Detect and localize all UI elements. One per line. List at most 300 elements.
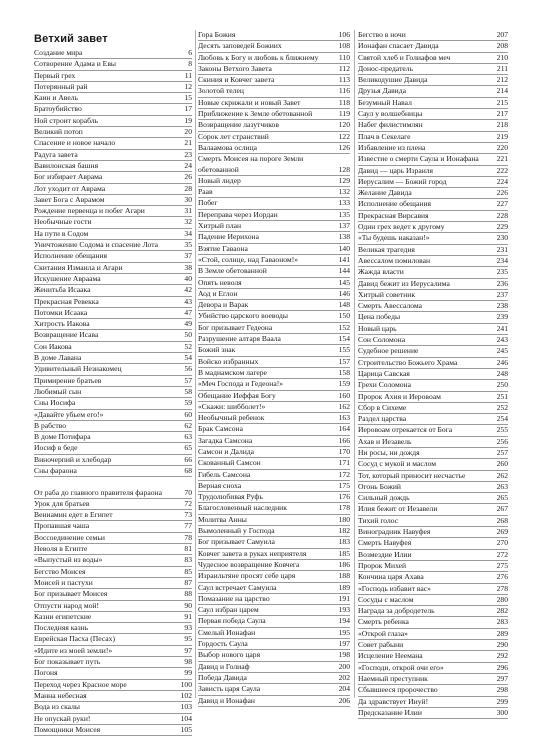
toc-entry-title: Вавилонская башня <box>34 160 99 170</box>
toc-entry <box>34 104 192 115</box>
toc-entry-page: 34 <box>184 228 192 238</box>
toc-entry-title: Донос-предатель <box>358 63 414 73</box>
toc-entry-page: 210 <box>496 52 508 62</box>
toc-entry-page: 188 <box>338 571 350 581</box>
toc-entry <box>34 680 192 691</box>
toc-entry-page: 197 <box>338 639 350 649</box>
toc-entry-title: Убийство царского воеводы <box>198 311 289 321</box>
toc-entry <box>198 503 350 514</box>
toc-entry <box>34 555 192 566</box>
toc-entry-title: Израильтяне просят себе царя <box>198 571 296 581</box>
toc-entry-page: 180 <box>338 514 350 524</box>
toc-entry <box>198 537 350 548</box>
toc-entry-title: Хитрость Иакова <box>34 319 90 329</box>
toc-entry-title: Набег филистимлян <box>358 120 423 130</box>
toc-entry-page: 8 <box>188 59 192 69</box>
toc-entry-page: 154 <box>338 334 350 344</box>
toc-entry-title: «Давайте убьем его!» <box>34 409 104 419</box>
toc-entry-title: Иосиф в беде <box>34 443 78 453</box>
toc-entry-title: «Господи, открой очи его» <box>358 662 444 672</box>
toc-entry-title: Валаамова ослица <box>198 142 258 152</box>
toc-entry <box>358 708 508 719</box>
toc-entry <box>34 330 192 341</box>
toc-entry-page: 97 <box>184 645 192 655</box>
toc-entry <box>34 93 192 104</box>
toc-entry-page: 278 <box>496 583 508 593</box>
toc-entry-page: 87 <box>184 577 192 587</box>
toc-entry-page: 119 <box>338 109 350 119</box>
toc-entry <box>358 403 508 414</box>
toc-entry-title: Брак Самсона <box>198 424 243 434</box>
toc-entry-title: Да здравствует Ииуй! <box>358 696 429 706</box>
toc-entry-page: 148 <box>338 300 350 310</box>
toc-entry <box>358 154 508 165</box>
toc-entry-page: 235 <box>496 267 508 277</box>
toc-entry <box>34 319 192 330</box>
toc-entry-page: 58 <box>184 386 192 396</box>
toc-entry-title: Переправа через Иордан <box>198 209 278 219</box>
toc-entry-page: 50 <box>184 330 192 340</box>
toc-entry-title: Давид и Ионафан <box>198 695 255 705</box>
toc-entry-page: 72 <box>184 498 192 508</box>
toc-entry <box>34 589 192 600</box>
toc-entry-title: Самсон и Далида <box>198 446 255 456</box>
toc-entry-title: Пророк Михей <box>358 560 407 570</box>
toc-entry-title: Давид — царь Израиля <box>358 165 434 175</box>
toc-entry-page: 270 <box>496 538 508 548</box>
toc-entry-page: 43 <box>184 296 192 306</box>
toc-entry <box>358 493 508 504</box>
toc-entry-title: Сотворение Адама и Евы <box>34 59 117 69</box>
toc-entry-page: 208 <box>496 41 508 51</box>
toc-entry <box>34 353 192 364</box>
toc-entry <box>34 601 192 612</box>
toc-entry-page: 57 <box>184 375 192 385</box>
toc-entry-page: 267 <box>496 504 508 514</box>
toc-entry-title: Побег <box>198 198 218 208</box>
toc-entry-page: 141 <box>338 254 350 264</box>
toc-entry <box>34 657 192 668</box>
toc-entry <box>34 251 192 262</box>
toc-entry-page: 138 <box>338 232 350 242</box>
toc-entry <box>358 685 508 696</box>
toc-entry-title: Исцеление Неемана <box>358 651 423 661</box>
toc-entry-page: 243 <box>496 335 508 345</box>
toc-entry-title: Бегство в ночи <box>358 30 406 39</box>
toc-entry <box>198 696 350 707</box>
toc-entry-page: 159 <box>338 379 350 389</box>
toc-entry-title: Иерусалим — Божий город <box>358 176 447 186</box>
toc-entry <box>358 256 508 267</box>
toc-entry-page: 20 <box>184 127 192 137</box>
toc-entry-title: Сбор в Сихеме <box>358 402 407 412</box>
toc-entry-page: 162 <box>338 401 350 411</box>
toc-entry-title: «Господь избавит вас» <box>358 583 431 593</box>
toc-entry-title: Законы Ветхого Завета <box>198 63 272 73</box>
toc-entry-title: Молитва Анны <box>198 514 247 524</box>
toc-entry-title: Смерть Авессалома <box>358 301 423 311</box>
toc-entry <box>358 245 508 256</box>
toc-entry-title: Первая победа Саула <box>198 616 266 626</box>
toc-entry <box>198 571 350 582</box>
toc-entry <box>198 549 350 560</box>
toc-entry-page: 135 <box>338 209 350 219</box>
toc-entry-page: 248 <box>496 368 508 378</box>
toc-entry-title: Избавление из плена <box>358 142 426 152</box>
toc-column-1 <box>34 30 192 736</box>
toc-entry <box>198 311 350 322</box>
toc-entry-title: Грехи Соломона <box>358 380 411 390</box>
toc-entry <box>34 195 192 206</box>
toc-entry-page: 105 <box>180 724 192 734</box>
column-divider <box>354 30 355 698</box>
toc-entry <box>34 172 192 183</box>
toc-entry-title: Желание Давида <box>358 188 412 198</box>
toc-entry-page: 78 <box>184 532 192 542</box>
toc-entry-title: Гора Божия <box>198 30 236 39</box>
toc-entry <box>358 550 508 561</box>
toc-entry-page: 145 <box>338 277 350 287</box>
toc-entry <box>198 492 350 503</box>
toc-entry-title: Сосуд с мукой и маслом <box>358 459 437 469</box>
toc-entry-page: 126 <box>338 142 350 152</box>
toc-entry-title: Плач в Секелаге <box>358 131 411 141</box>
toc-entry-title: Новые скрижали и новый Завет <box>198 97 301 107</box>
toc-entry-title: Возвращение лазутчиков <box>198 120 279 130</box>
toc-entry <box>358 674 508 685</box>
toc-entry <box>358 617 508 628</box>
toc-entry <box>198 176 350 187</box>
toc-entry-title: В доме Потифара <box>34 432 91 442</box>
toc-entry-title: Необычный ребенок <box>198 413 265 423</box>
toc-entry-title: Искушение Авраама <box>34 273 101 283</box>
toc-entry-page: 146 <box>338 288 350 298</box>
toc-entry-page: 90 <box>184 600 192 610</box>
toc-entry-title: Братоубийство <box>34 104 82 114</box>
toc-entry-title: Один грех ведет к другому <box>358 222 445 232</box>
toc-entry-page: 37 <box>184 251 192 261</box>
toc-entry-title: «Меч Господа и Гедеона!» <box>198 379 284 389</box>
toc-entry <box>34 82 192 93</box>
toc-entry-page: 95 <box>184 634 192 644</box>
toc-entry <box>34 432 192 443</box>
toc-entry-title: Саул избран царем <box>198 605 259 615</box>
toc-entry-title: Верная сноха <box>198 480 242 490</box>
toc-entry-title: Помазание на царство <box>198 593 270 603</box>
toc-entry-title: Виночерпий и хлебодар <box>34 454 112 464</box>
toc-entry-title: Иеровоам отрекается от Бога <box>358 425 453 435</box>
toc-entry-page: 6 <box>188 48 192 57</box>
toc-entry-title: Строительство Божьего Храма <box>358 357 458 367</box>
toc-entry <box>358 301 508 312</box>
toc-entry <box>198 673 350 684</box>
toc-entry-title: Необычные гости <box>34 217 92 227</box>
toc-entry-title: Бог призывает Гедеона <box>198 322 273 332</box>
toc-entry-title: Раав <box>198 187 213 197</box>
toc-entry-title: Потерянный рай <box>34 81 88 91</box>
toc-entry-title: Чудесное возвращение Ковчега <box>198 559 300 569</box>
toc-entry-page: 251 <box>496 391 508 401</box>
toc-entry <box>198 345 350 356</box>
toc-entry <box>198 198 350 209</box>
toc-entry-title: Ни росы, ни дождя <box>358 447 420 457</box>
toc-entry-page: 166 <box>338 435 350 445</box>
toc-entry <box>358 211 508 222</box>
toc-entry-page: 63 <box>184 432 192 442</box>
toc-entry-title: Сны Иосифа <box>34 398 76 408</box>
toc-entry-page: 118 <box>338 97 350 107</box>
toc-entry-title: Великий потоп <box>34 127 83 137</box>
toc-entry-title: Зависть царя Саула <box>198 684 261 694</box>
toc-entry <box>358 233 508 244</box>
toc-entry-title: Прекрасная Вирсавия <box>358 210 429 220</box>
toc-entry-page: 282 <box>496 606 508 616</box>
toc-entry <box>34 714 192 725</box>
toc-entry-page: 47 <box>184 307 192 317</box>
toc-entry <box>358 75 508 86</box>
toc-entry <box>358 595 508 606</box>
toc-entry-title: Божий знак <box>198 345 236 355</box>
toc-entry <box>198 684 350 695</box>
toc-entry <box>358 471 508 482</box>
toc-entry-title: Не опускай руки! <box>34 713 91 723</box>
toc-entry-title: Сон Иакова <box>34 341 72 351</box>
toc-entry <box>198 334 350 345</box>
toc-entry-title: Скитания Измаила и Агари <box>34 262 123 272</box>
toc-entry <box>198 289 350 300</box>
toc-entry <box>198 481 350 492</box>
toc-entry-page: 193 <box>338 605 350 615</box>
toc-entry-title: «Скажи: шибболет!» <box>198 401 266 411</box>
toc-entry-title: Ахав и Иезавель <box>358 436 412 446</box>
toc-entry-page: 250 <box>496 380 508 390</box>
toc-entry <box>198 526 350 537</box>
toc-entry <box>34 421 192 432</box>
toc-entry-page: 275 <box>496 560 508 570</box>
toc-entry <box>358 482 508 493</box>
toc-entry-title: Воссоединение семьи <box>34 532 105 542</box>
toc-entry-page: 26 <box>184 172 192 182</box>
toc-entry-title: Отпусти народ мой! <box>34 600 100 610</box>
toc-entry <box>34 229 192 240</box>
toc-entry <box>358 527 508 538</box>
toc-entry-page: 297 <box>496 673 508 683</box>
toc-entry-title: Бегство Моисея <box>34 566 86 576</box>
toc-entry-page: 207 <box>496 30 508 39</box>
toc-entry <box>34 240 192 251</box>
toc-entry-title: Илия бежит от Иезавели <box>358 504 438 514</box>
toc-entry-title: Уничтожение Содома и спасение Лота <box>34 240 159 250</box>
toc-entry-title: Загадка Самсона <box>198 435 253 445</box>
toc-entry-title: Саул у волшебницы <box>358 109 423 119</box>
toc-entry <box>358 53 508 64</box>
toc-entry <box>34 612 192 623</box>
toc-entry <box>198 154 350 176</box>
toc-entry <box>198 628 350 639</box>
section-heading: Ветхий завет <box>34 33 108 45</box>
toc-entry-page: 28 <box>184 183 192 193</box>
toc-entry-page: 238 <box>496 301 508 311</box>
toc-entry-page: 31 <box>184 206 192 216</box>
toc-entry-title: Войско избранных <box>198 356 259 366</box>
toc-entry-page: 211 <box>496 63 508 73</box>
toc-entry-title: Новый царь <box>358 323 397 333</box>
toc-entry <box>34 455 192 466</box>
toc-entry-page: 298 <box>496 685 508 695</box>
toc-entry <box>358 132 508 143</box>
toc-entry-page: 66 <box>184 454 192 464</box>
toc-entry-page: 268 <box>496 515 508 525</box>
toc-entry <box>198 75 350 86</box>
toc-entry-title: Судебное решение <box>358 346 419 356</box>
toc-entry-page: 276 <box>496 572 508 582</box>
toc-entry-title: Великодушие Давида <box>358 75 428 85</box>
toc-entry-page: 122 <box>338 131 350 141</box>
toc-entry-page: 183 <box>338 537 350 547</box>
toc-entry-page: 116 <box>338 86 350 96</box>
toc-entry-page: 70 <box>184 487 192 497</box>
toc-entry-page: 132 <box>338 187 350 197</box>
toc-entry-page: 128 <box>338 164 350 174</box>
toc-entry <box>358 346 508 357</box>
toc-entry-title: Предсказание Илии <box>358 707 422 717</box>
toc-entry <box>358 437 508 448</box>
toc-entry-title: Тот, который приносит несчастье <box>358 470 466 480</box>
toc-entry-title: Любовь к Богу и любовь к ближнему <box>198 52 319 62</box>
toc-entry-title: Благословенный наследник <box>198 503 287 513</box>
toc-entry <box>34 668 192 679</box>
toc-entry-page: 254 <box>496 414 508 424</box>
toc-entry <box>34 48 192 59</box>
toc-entry <box>34 127 192 138</box>
toc-entry <box>358 606 508 617</box>
toc-entry-page: 88 <box>184 589 192 599</box>
toc-entry-title: Каин и Авель <box>34 93 78 103</box>
toc-entry <box>34 206 192 217</box>
toc-entry-page: 171 <box>338 458 350 468</box>
toc-entry-page: 155 <box>338 345 350 355</box>
toc-entry-title: Неволя в Египте <box>34 544 88 554</box>
toc-entry <box>198 515 350 526</box>
toc-entry-title: От раба до главного правителя фараона <box>34 487 162 497</box>
toc-entry <box>358 177 508 188</box>
toc-entry-title: Огонь Божий <box>358 481 401 491</box>
toc-entry-title: Виноградник Навуфея <box>358 527 431 537</box>
toc-entry-page: 202 <box>338 672 350 682</box>
toc-entry <box>34 297 192 308</box>
toc-entry <box>34 342 192 353</box>
toc-entry <box>198 560 350 571</box>
toc-entry-title: Девора и Варак <box>198 300 249 310</box>
toc-entry <box>34 702 192 713</box>
toc-entry-page: 283 <box>496 617 508 627</box>
toc-entry <box>198 357 350 368</box>
toc-entry-title: Друзья Давида <box>358 86 406 96</box>
toc-entry <box>198 379 350 390</box>
toc-entry <box>34 376 192 387</box>
toc-entry-title: Выбор нового царя <box>198 650 261 660</box>
toc-entry <box>358 459 508 470</box>
toc-entry-title: Любимый сын <box>34 386 82 396</box>
toc-entry-page: 215 <box>496 97 508 107</box>
toc-entry <box>358 267 508 278</box>
toc-entry <box>198 594 350 605</box>
toc-entry <box>358 324 508 335</box>
toc-entry <box>198 41 350 52</box>
toc-entry-page: 229 <box>496 222 508 232</box>
toc-entry <box>34 725 192 736</box>
toc-entry-title: Сон Соломона <box>358 335 406 345</box>
toc-entry-title: Смелый Ионафан <box>198 627 256 637</box>
toc-entry <box>358 561 508 572</box>
toc-entry-page: 198 <box>338 650 350 660</box>
toc-entry-title: Золотой телец <box>198 86 244 96</box>
toc-entry-page: 214 <box>496 86 508 96</box>
toc-entry <box>358 697 508 708</box>
toc-entry-title: Помощники Моисея <box>34 724 101 734</box>
toc-entry-page: 172 <box>338 469 350 479</box>
toc-entry <box>34 398 192 409</box>
toc-entry <box>34 691 192 702</box>
toc-entry-page: 32 <box>184 217 192 227</box>
toc-entry <box>198 436 350 447</box>
toc-entry-title: Скиния и Ковчег завета <box>198 75 275 85</box>
toc-entry-page: 49 <box>184 319 192 329</box>
toc-entry <box>358 516 508 527</box>
toc-entry <box>198 662 350 673</box>
toc-entry-title: Ковчег завета в руках неприятеля <box>198 548 307 558</box>
toc-entry <box>198 368 350 379</box>
toc-entry-page: 241 <box>496 323 508 333</box>
toc-entry-title: Еврейская Пасха (Песах) <box>34 634 115 644</box>
toc-entry <box>198 221 350 232</box>
toc-entry <box>34 567 192 578</box>
toc-entry <box>198 605 350 616</box>
toc-entry-title: Последняя казнь <box>34 623 89 633</box>
toc-entry-page: 300 <box>496 707 508 717</box>
toc-entry <box>198 244 350 255</box>
toc-entry-title: Ионафан спасает Давида <box>358 41 439 51</box>
toc-entry-page: 59 <box>184 398 192 408</box>
toc-entry <box>358 109 508 120</box>
toc-entry-title: Вениамин едет в Египет <box>34 510 113 520</box>
toc-entry-page: 144 <box>338 266 350 276</box>
toc-entry <box>358 166 508 177</box>
toc-entry-page: 30 <box>184 194 192 204</box>
toc-entry-title: Исполнение обещания <box>34 251 108 261</box>
toc-entry <box>34 184 192 195</box>
toc-entry <box>34 387 192 398</box>
toc-entry <box>34 274 192 285</box>
toc-entry <box>358 358 508 369</box>
toc-entry <box>34 443 192 454</box>
toc-entry-page: 221 <box>496 154 508 164</box>
toc-entry-title: Победа Давида <box>198 672 247 682</box>
toc-entry <box>34 150 192 161</box>
toc-entry-title: Пророк Ахия и Иеровоам <box>358 391 441 401</box>
toc-entry-title: Совет рабыни <box>358 640 404 650</box>
toc-entry-page: 218 <box>496 120 508 130</box>
toc-entry <box>198 109 350 120</box>
toc-entry-page: 191 <box>338 593 350 603</box>
toc-entry <box>198 120 350 131</box>
toc-entry <box>198 413 350 424</box>
toc-entry-page: 83 <box>184 555 192 565</box>
toc-entry <box>198 458 350 469</box>
toc-entry-title: Лот уходит от Аврама <box>34 183 106 193</box>
toc-entry <box>34 59 192 70</box>
toc-entry-page: 222 <box>496 165 508 175</box>
